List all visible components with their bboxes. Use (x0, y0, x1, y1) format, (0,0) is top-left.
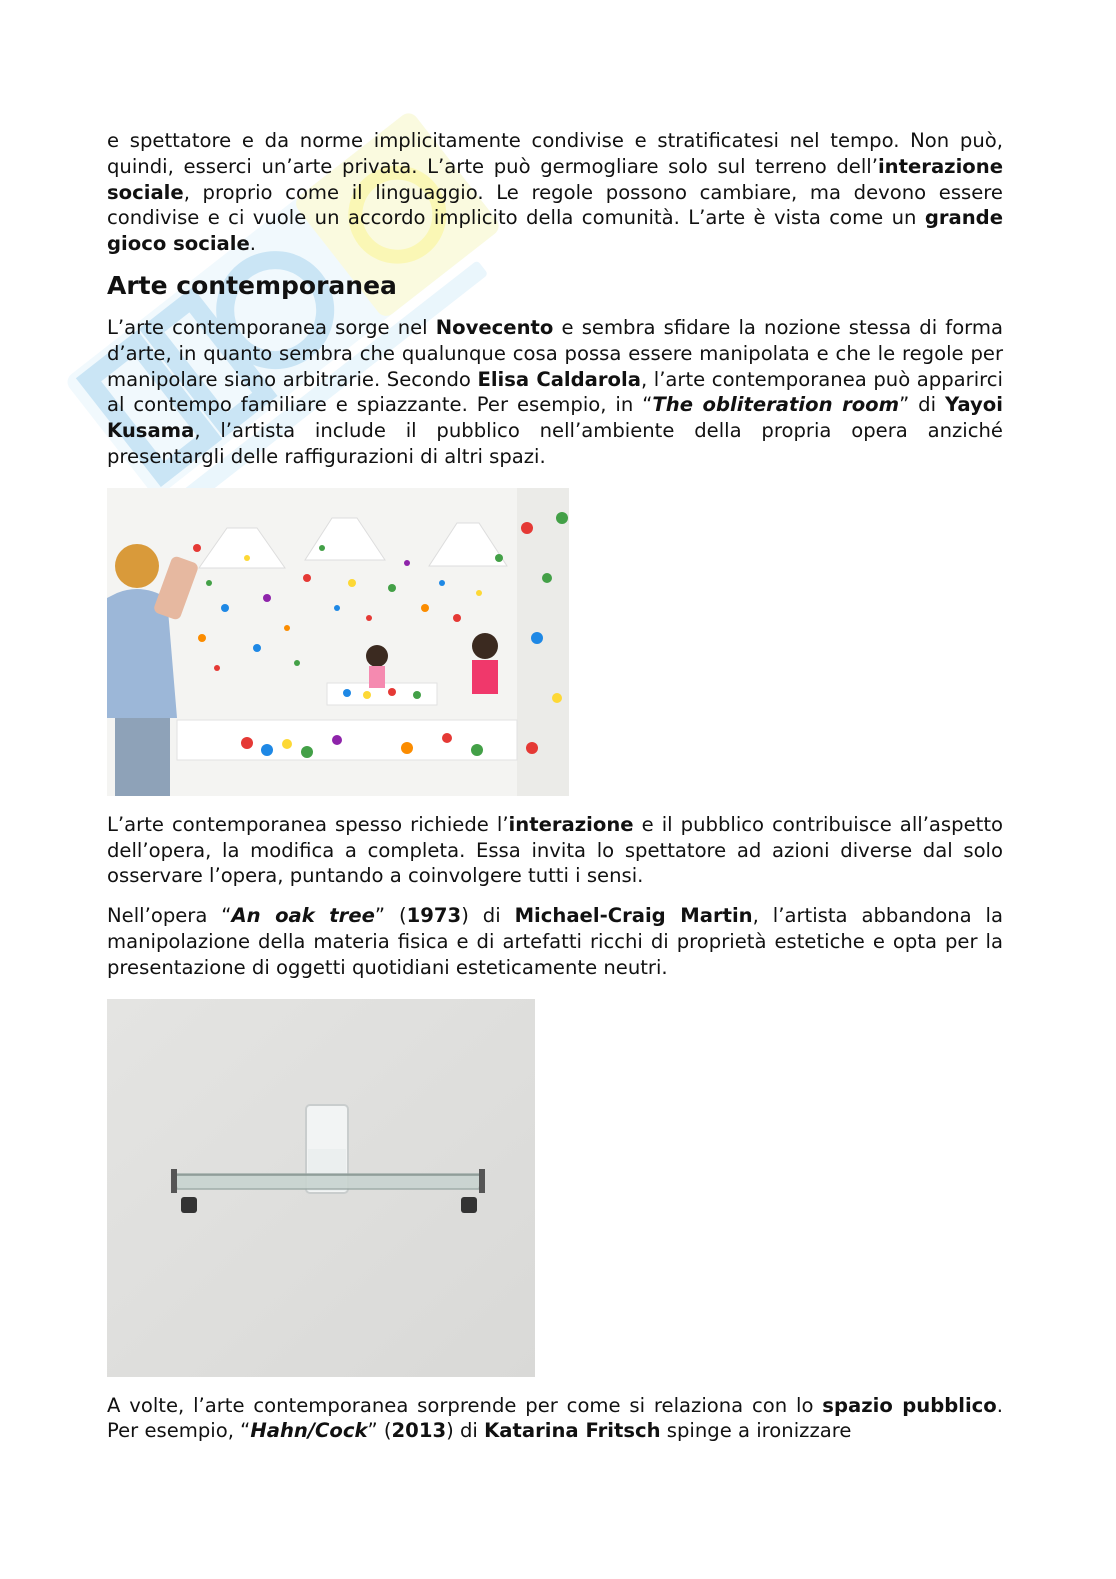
bold-term: 2013 (391, 1419, 447, 1443)
bold-term: interazione sociale (107, 154, 1003, 204)
paragraph-2: L’arte contemporanea sorge nel Novecento e sembra sfidare la nozione stessa di forma d’arte, in quanto sembra che qualunque cosa possa essere manipolata e che le regole per manipolare siano arbitrarie. Secondo Elisa Caldarola, l’arte contemporanea può apparirci al contempo familiare e spiazzante. Per esempio, in “The obliteration room” di Yayoi Kusama, l’artista include il pubblico nell’ambiente della propria opera anziché presentargli delle raffigurazioni di altri spazi. (107, 315, 1003, 468)
bold-term: spazio pubblico (822, 1393, 997, 1417)
section-heading: Arte contemporanea (107, 270, 397, 300)
bold-term: Novecento (435, 315, 554, 339)
bold-term: 1973 (406, 904, 462, 928)
obliteration-room-photo (107, 488, 569, 796)
paragraph-4: Nell’opera “An oak tree” (1973) di Michael-Craig Martin, l’artista abbandona la manipolazione della materia fisica e di artefatti ricchi di proprietà estetiche e opta per la presentazione di oggetti quotidiani esteticamente neutri. (107, 904, 1004, 979)
bold-term: Katarina Fritsch (484, 1419, 661, 1443)
artwork-title: An oak tree (231, 904, 375, 928)
bold-term: interazione (508, 812, 634, 836)
artwork-title: The obliteration room (652, 393, 900, 417)
oak-tree-photo (107, 999, 535, 1377)
bold-term: Michael-Craig Martin (514, 904, 753, 928)
bold-term: grande gioco sociale (107, 206, 1003, 256)
document-body (107, 128, 1003, 1444)
bold-term: Elisa Caldarola (477, 367, 641, 391)
paragraph-1: e spettatore e da norme implicitamente condivise e stratificatesi nel tempo. Non può, quindi, esserci un’arte privata. L’arte può germogliare solo sul terreno dell’interazione sociale, proprio come il linguaggio. Le regole possono cambiare, ma devono essere condivise e ci vuole un accordo implicito della comunità. L’arte è vista come un grande gioco sociale. (107, 129, 1003, 256)
paragraph-3: L’arte contemporanea spesso richiede l’interazione e il pubblico contribuisce all’aspetto dell’opera, la modifica a completa. Essa invita lo spettatore ad azioni diverse dal solo osservare l’opera, puntando a coinvolgere tutti i sensi. (107, 812, 1003, 888)
paragraph-5: A volte, l’arte contemporanea sorprende per come si relaziona con lo spazio pubblico. Per esempio, “Hahn/Cock” (2013) di Katarina Fritsch spinge a ironizzare (107, 1393, 1003, 1443)
artwork-title: Hahn/Cock (250, 1419, 368, 1443)
bold-term: Yayoi Kusama (107, 393, 1003, 443)
